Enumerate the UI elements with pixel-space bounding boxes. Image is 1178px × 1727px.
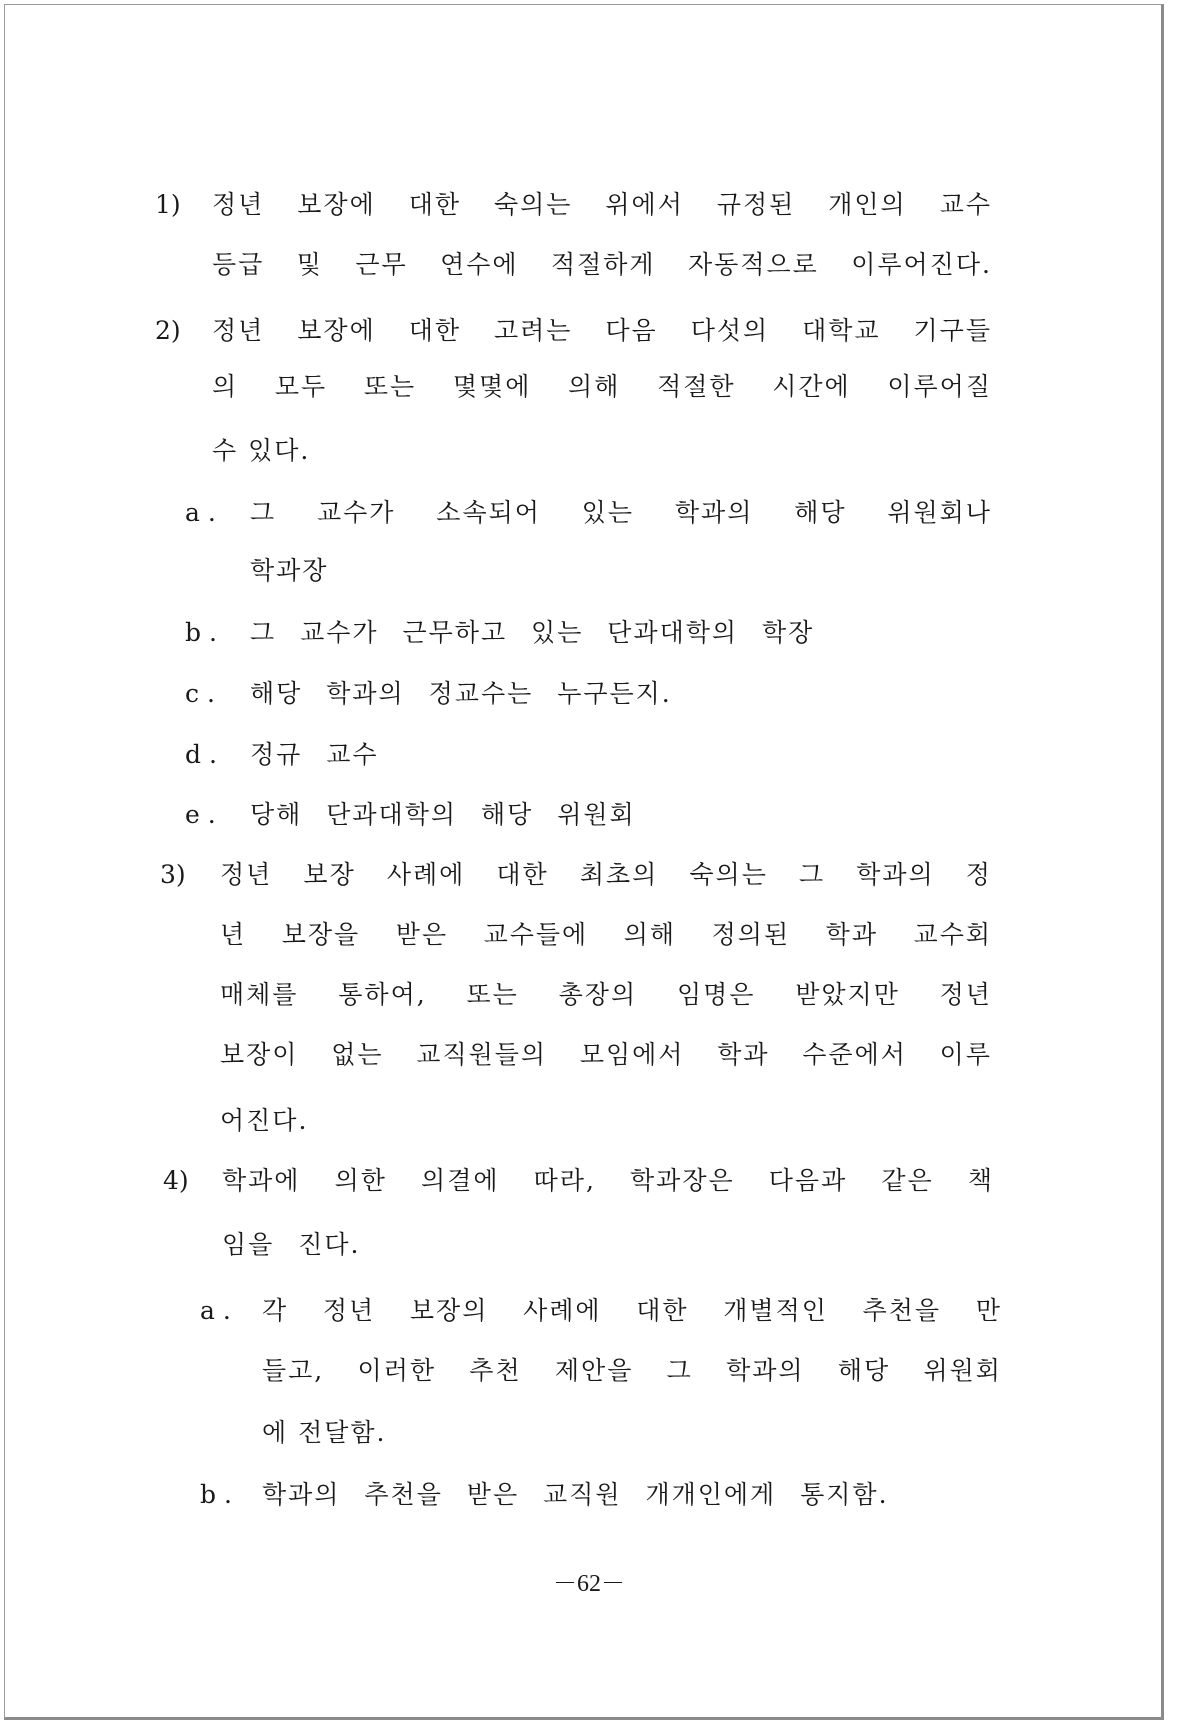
item-2b-line-1: 그 교수가 근무하고 있는 단과대학의 학장 [250, 618, 815, 647]
item-4-marker: 4) [163, 1166, 189, 1195]
item-4a-marker: a . [200, 1296, 231, 1325]
item-1-line-2: 등급 및 근무 연수에 적절하게 자동적으로 이루어진다. [212, 250, 992, 279]
item-2e-marker: e . [185, 800, 216, 829]
item-4a-line-1: 각 정년 보장의 사례에 대한 개별적인 추천을 만 [262, 1296, 1002, 1325]
item-3-line-4: 보장이 없는 교직원들의 모임에서 학과 수준에서 이루 [220, 1040, 992, 1069]
item-2c-line-1: 해당 학과의 정교수는 누구든지. [250, 679, 672, 708]
item-4b-line-1: 학과의 추천을 받은 교직원 개개인에게 통지함. [262, 1480, 889, 1509]
item-2-line-3: 수 있다. [212, 436, 311, 465]
item-3-line-1: 정년 보장 사례에 대한 최초의 숙의는 그 학과의 정 [220, 860, 992, 889]
item-2a-marker: a . [185, 498, 216, 527]
item-3-line-2: 년 보장을 받은 교수들에 의해 정의된 학과 교수회 [220, 920, 992, 949]
item-2-line-2: 의 모두 또는 몇몇에 의해 적절한 시간에 이루어질 [212, 372, 992, 401]
item-1-marker: 1) [155, 190, 181, 219]
page-number: －62－ [553, 1571, 625, 1597]
item-2b-marker: b . [185, 618, 217, 647]
item-1-line-1: 정년 보장에 대한 숙의는 위에서 규정된 개인의 교수 [212, 190, 992, 219]
item-2-line-1: 정년 보장에 대한 고려는 다음 다섯의 대학교 기구들 [212, 316, 992, 345]
item-2a-line-2: 학과장 [250, 556, 329, 585]
item-2e-line-1: 당해 단과대학의 해당 위원회 [250, 800, 636, 829]
item-4-line-1: 학과에 의한 의결에 따라, 학과장은 다음과 같은 책 [222, 1166, 994, 1195]
item-3-line-5: 어진다. [220, 1106, 309, 1135]
item-4b-marker: b . [200, 1480, 232, 1509]
item-2-marker: 2) [155, 316, 181, 345]
item-3-line-3: 매체를 통하여, 또는 총장의 임명은 받았지만 정년 [220, 980, 992, 1009]
item-4a-line-3: 에 전달함. [262, 1418, 387, 1447]
item-3-marker: 3) [160, 860, 186, 889]
item-2a-line-1: 그 교수가 소속되어 있는 학과의 해당 위원회나 [250, 498, 992, 527]
item-4-line-2: 임을 진다. [222, 1230, 361, 1259]
item-2d-marker: d . [185, 740, 217, 769]
item-2c-marker: c . [185, 679, 215, 708]
item-4a-line-2: 들고, 이러한 추천 제안을 그 학과의 해당 위원회 [262, 1356, 1002, 1385]
item-2d-line-1: 정규 교수 [250, 740, 379, 769]
